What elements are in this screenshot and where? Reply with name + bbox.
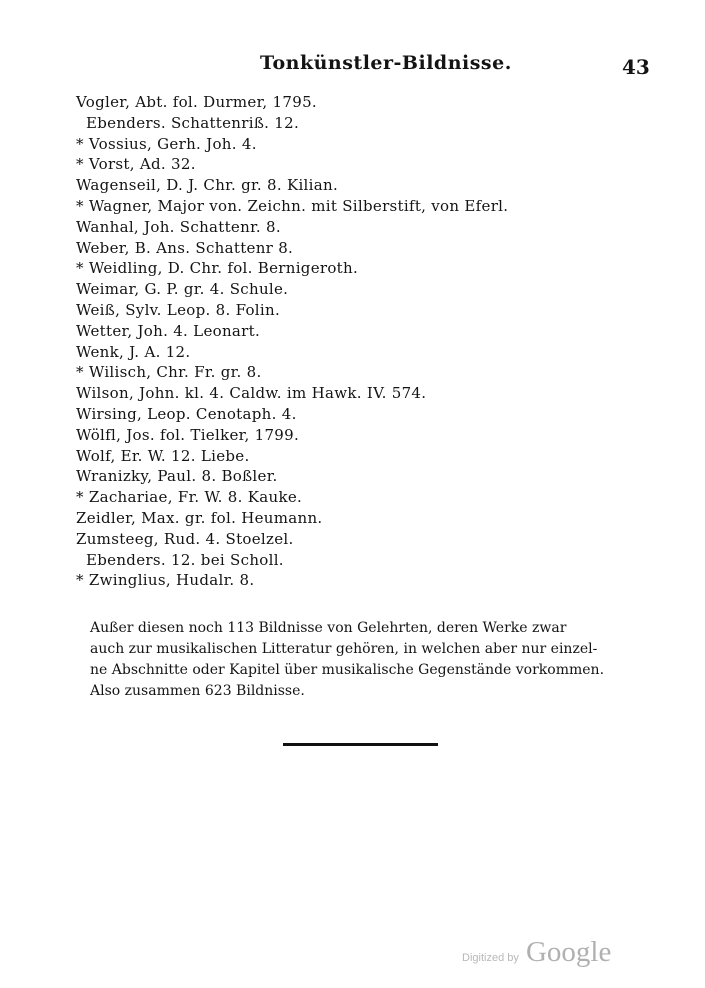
list-item: Weber, B. Ans. Schattenr 8. bbox=[76, 238, 294, 257]
list-item: Wranizky, Paul. 8. Boßler. bbox=[76, 467, 278, 486]
section-divider bbox=[283, 743, 438, 746]
list-item: Zeidler, Max. gr. fol. Heumann. bbox=[76, 508, 323, 527]
list-item: Wagenseil, D. J. Chr. gr. 8. Kilian. bbox=[76, 176, 339, 195]
list-item: * Zwinglius, Hudalr. 8. bbox=[76, 571, 255, 590]
list-item: Weimar, G. P. gr. 4. Schule. bbox=[76, 280, 289, 299]
digitization-watermark bbox=[462, 936, 611, 969]
list-item: Wölfl, Jos. fol. Tielker, 1799. bbox=[76, 425, 300, 444]
watermark-prefix: Digitized by bbox=[462, 952, 519, 964]
list-item: Wanhal, Joh. Schattenr. 8. bbox=[76, 217, 281, 236]
list-item: Weiß, Sylv. Leop. 8. Folin. bbox=[76, 300, 281, 319]
list-item: * Wagner, Major von. Zeichn. mit Silberstift, von Eferl. bbox=[76, 196, 509, 215]
list-item: Wilson, John. kl. 4. Caldw. im Hawk. IV. 574. bbox=[76, 384, 427, 403]
list-item: Wolf, Er. W. 12. Liebe. bbox=[76, 446, 250, 465]
list-item: Wenk, J. A. 12. bbox=[76, 342, 191, 361]
list-item: Wetter, Joh. 4. Leonart. bbox=[76, 321, 261, 340]
watermark-logo: Google bbox=[525, 936, 612, 968]
list-item: * Zachariae, Fr. W. 8. Kauke. bbox=[76, 488, 303, 507]
list-item: * Vossius, Gerh. Joh. 4. bbox=[76, 134, 257, 153]
page-number: 43 bbox=[622, 55, 650, 79]
list-item: Ebenders. Schattenriß. 12. bbox=[86, 113, 300, 132]
list-item: Zumsteeg, Rud. 4. Stoelzel. bbox=[76, 529, 294, 548]
summary-paragraph: Außer diesen noch 113 Bildnisse von Gelehrten, deren Werke zwar auch zur musikalischen Litteratur gehören, in welchen aber nur einzel- ne Abschnitte oder Kapitel über musikalische Gegenstände vorkommen. Also zusammen 623 Bildnisse. bbox=[90, 620, 605, 699]
list-item: Vogler, Abt. fol. Durmer, 1795. bbox=[76, 93, 317, 111]
list-item: Wirsing, Leop. Cenotaph. 4. bbox=[76, 404, 297, 423]
list-item: * Vorst, Ad. 32. bbox=[76, 155, 196, 174]
running-header: Tonkünstler-Bildnisse. bbox=[260, 52, 512, 74]
portrait-entry-list bbox=[76, 92, 636, 591]
list-item: * Weidling, D. Chr. fol. Bernigeroth. bbox=[76, 259, 359, 278]
list-item: * Wilisch, Chr. Fr. gr. 8. bbox=[76, 363, 262, 382]
list-item: Ebenders. 12. bei Scholl. bbox=[86, 550, 284, 569]
